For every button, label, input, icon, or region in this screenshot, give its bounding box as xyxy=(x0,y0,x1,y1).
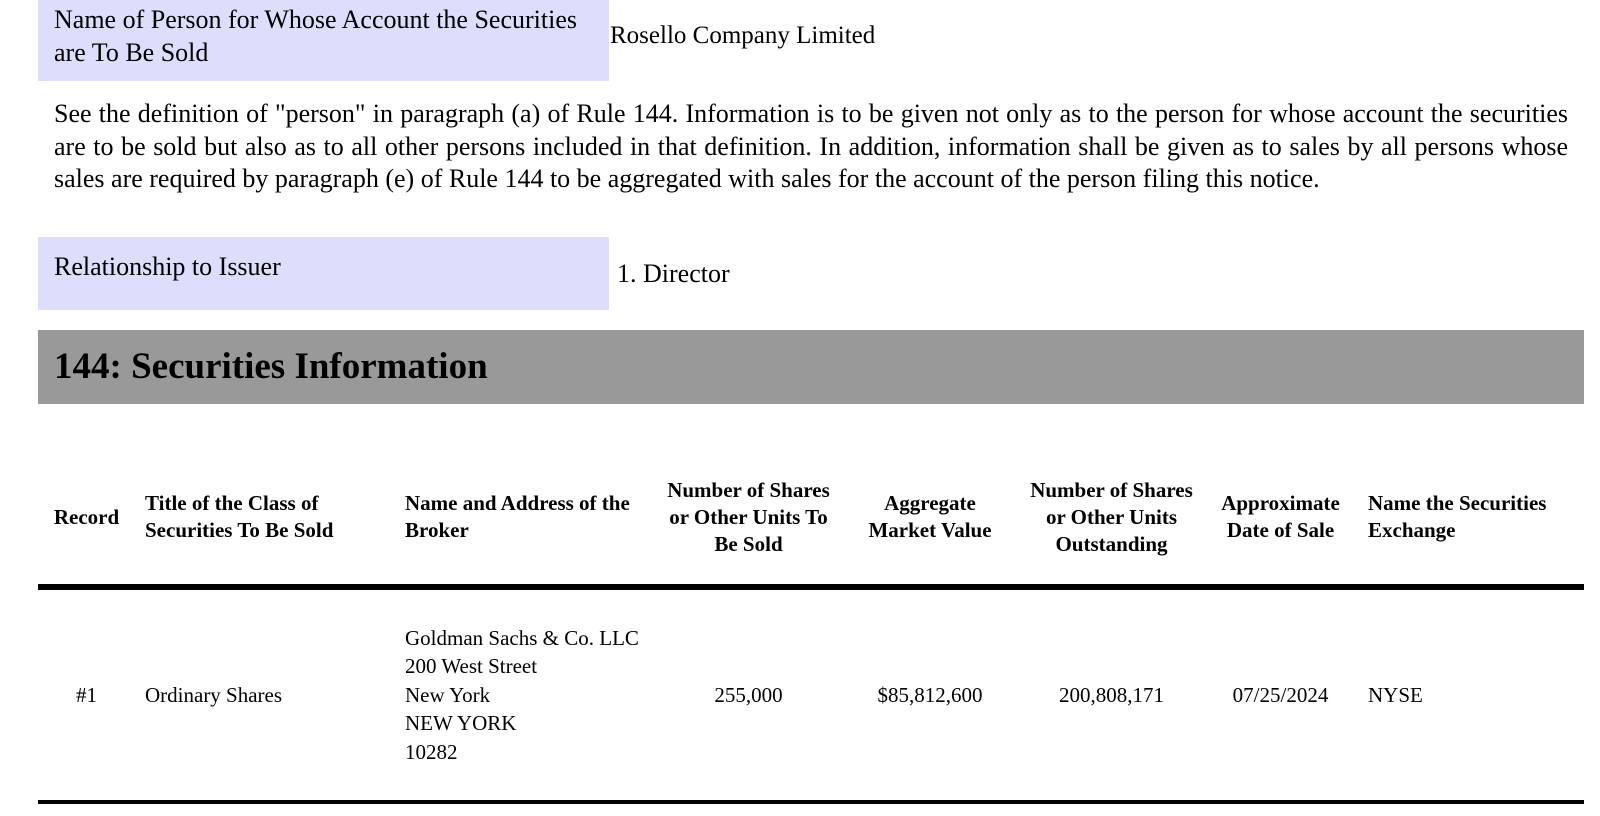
cell-market-value: $85,812,600 xyxy=(840,587,1020,802)
securities-table xyxy=(38,450,1584,804)
person-name-value: Rosello Company Limited xyxy=(610,22,876,49)
section-header xyxy=(38,330,1584,404)
table-header-row xyxy=(38,450,1584,587)
relationship-label: Relationship to Issuer xyxy=(38,237,609,310)
col-header-date-of-sale: Approximate Date of Sale xyxy=(1203,450,1358,587)
cell-title-of-class: Ordinary Shares xyxy=(135,587,395,802)
col-header-market-value: Aggregate Market Value xyxy=(840,450,1020,587)
broker-street: 200 West Street xyxy=(405,654,538,679)
cell-shares-to-sell: 255,000 xyxy=(657,587,840,802)
broker-name: Goldman Sachs & Co. LLC xyxy=(405,625,639,650)
section-title: 144: Securities Information xyxy=(54,346,488,387)
col-header-exchange: Name the Securities Exchange xyxy=(1358,450,1584,587)
broker-state: NEW YORK xyxy=(405,711,517,736)
cell-shares-outstanding: 200,808,171 xyxy=(1020,587,1203,802)
broker-zip: 10282 xyxy=(405,739,458,764)
col-header-shares-to-sell: Number of Shares or Other Units To Be Sold xyxy=(657,450,840,587)
col-header-shares-outstanding: Number of Shares or Other Units Outstanding xyxy=(1020,450,1203,587)
col-header-title-of-class: Title of the Class of Securities To Be Sold xyxy=(135,450,395,587)
col-header-record: Record xyxy=(38,450,135,587)
person-definition-notice: See the definition of "person" in paragraph (a) of Rule 144. Information is to be given not only as to the person for whose account the securities are to be sold but also as to all other persons included in that definition. In addition, information shall be given as to sales by all persons whose sales are required by paragraph (e) of Rule 144 to be aggregated with sales for the account of the person filing this notice. xyxy=(54,99,1568,193)
broker-city: New York xyxy=(405,682,491,707)
relationship-value: 1. Director xyxy=(617,259,730,288)
cell-record: #1 xyxy=(38,587,135,802)
col-header-broker: Name and Address of the Broker xyxy=(395,450,657,587)
table-row xyxy=(38,587,1584,802)
cell-exchange: NYSE xyxy=(1358,587,1584,802)
cell-broker xyxy=(395,587,657,802)
cell-date-of-sale: 07/25/2024 xyxy=(1203,587,1358,802)
person-name-label: Name of Person for Whose Account the Securities are To Be Sold xyxy=(38,0,609,81)
